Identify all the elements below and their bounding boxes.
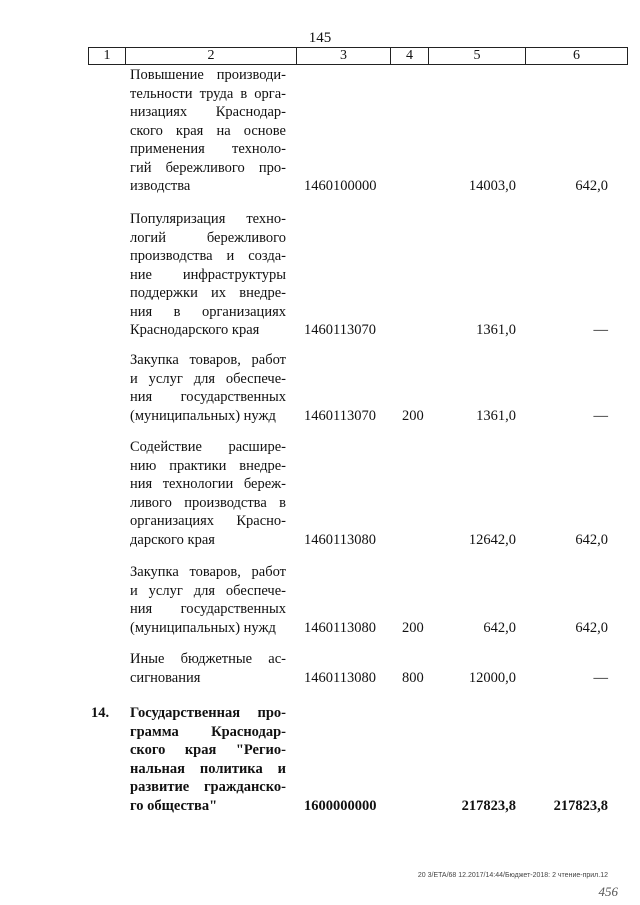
footer-stamp: 20 3/ETA/68 12.2017/14:44/Бюджет-2018: 2 чтение-прил.12 <box>417 872 608 879</box>
row-name-line: сигнования <box>130 669 201 686</box>
row-name-line: Закупка товаров, работ <box>130 564 286 580</box>
row-name <box>130 210 286 340</box>
row-code: 1460100000 <box>304 178 377 194</box>
row-name-line: применения техноло- <box>130 141 286 157</box>
row-name-line: производства и созда- <box>130 248 286 264</box>
row-sum-2018: 217823,8 <box>461 797 516 814</box>
row-code: 1460113070 <box>304 322 376 338</box>
row-name-line: низациях Краснодар- <box>130 104 286 120</box>
row-name-line: тельности труда в орга- <box>130 85 286 102</box>
row-code: 1460113080 <box>304 669 376 686</box>
page-number: 145 <box>308 30 332 46</box>
sheet-number: 456 <box>598 884 618 899</box>
row-sum-2018: 642,0 <box>483 619 516 636</box>
row-name-line: изводства <box>130 178 191 194</box>
column-header: 2 <box>126 48 297 64</box>
row-name-line: Повышение производи- <box>130 67 286 83</box>
row-code: 1600000000 <box>304 797 377 814</box>
row-name-line: Иные бюджетные ас- <box>130 651 286 667</box>
row-sum-2019: 642,0 <box>575 619 608 636</box>
row-name-line: ния технологии береж- <box>130 476 286 492</box>
row-name-line: ния государственных <box>130 389 286 405</box>
row-expense-type: 200 <box>402 619 424 636</box>
row-name-line: (муниципальных) нужд <box>130 407 276 424</box>
column-header: 5 <box>429 48 526 64</box>
row-name-line: поддержки их внедре- <box>130 285 286 301</box>
row-name-line: и услуг для обеспече- <box>130 370 286 387</box>
column-header: 3 <box>297 48 391 64</box>
row-name-line: ние инфраструктуры <box>130 266 286 283</box>
row-sum-2019: 217823,8 <box>553 797 608 814</box>
row-name <box>130 650 286 687</box>
row-name-line: ния в организациях <box>130 303 286 320</box>
row-name-line: организациях Красно- <box>130 513 286 529</box>
row-sum-2018: 12000,0 <box>468 669 516 686</box>
row-name-line: грамма Краснодар- <box>130 723 286 740</box>
row-expense-type: 800 <box>402 669 424 686</box>
row-name-line: гий бережливого про- <box>130 159 286 176</box>
row-name-line: развитие гражданско- <box>130 779 286 795</box>
row-name-line: Краснодарского края <box>130 322 260 338</box>
row-code: 1460113080 <box>304 531 376 548</box>
row-sum-2019: 642,0 <box>575 178 608 194</box>
column-header: 4 <box>391 48 429 64</box>
row-sum-2019: — <box>593 669 608 686</box>
row-sum-2019: — <box>593 322 608 338</box>
row-name <box>130 66 286 196</box>
row-name <box>130 704 286 815</box>
row-code: 1460113070 <box>304 407 376 424</box>
row-sum-2018: 12642,0 <box>468 531 516 548</box>
row-name <box>130 563 286 637</box>
row-name-line: го общества" <box>130 797 218 814</box>
row-sum-2018: 1361,0 <box>476 322 516 338</box>
row-name-line: нальная политика и <box>130 760 286 777</box>
row-name-line: нию практики внедре- <box>130 457 286 474</box>
row-name <box>130 438 286 549</box>
row-code: 1460113080 <box>304 619 376 636</box>
row-sum-2018: 1361,0 <box>476 407 516 424</box>
table-header <box>88 47 628 65</box>
row-name-line: ского края "Регио- <box>130 742 286 758</box>
row-expense-type: 200 <box>402 407 424 424</box>
row-name-line: и услуг для обеспече- <box>130 582 286 599</box>
row-name-line: Популяризация техно- <box>130 211 286 227</box>
row-number: 14. <box>91 705 110 721</box>
row-name-line: Содействие расшире- <box>130 439 286 455</box>
row-name-line: дарского края <box>130 531 215 548</box>
row-sum-2019: 642,0 <box>575 531 608 548</box>
row-name-line: (муниципальных) нужд <box>130 619 276 636</box>
row-name-line: ливого производства в <box>130 494 286 511</box>
row-sum-2019: — <box>593 407 608 424</box>
row-name-line: ского края на основе <box>130 122 286 139</box>
row-name-line: логий бережливого <box>130 229 286 246</box>
row-name <box>130 351 286 425</box>
column-header: 6 <box>573 48 580 63</box>
row-name-line: ния государственных <box>130 601 286 617</box>
column-header: 1 <box>89 48 126 64</box>
row-name-line: Государственная про- <box>130 705 286 721</box>
row-name-line: Закупка товаров, работ <box>130 352 286 368</box>
row-sum-2018: 14003,0 <box>468 178 516 194</box>
